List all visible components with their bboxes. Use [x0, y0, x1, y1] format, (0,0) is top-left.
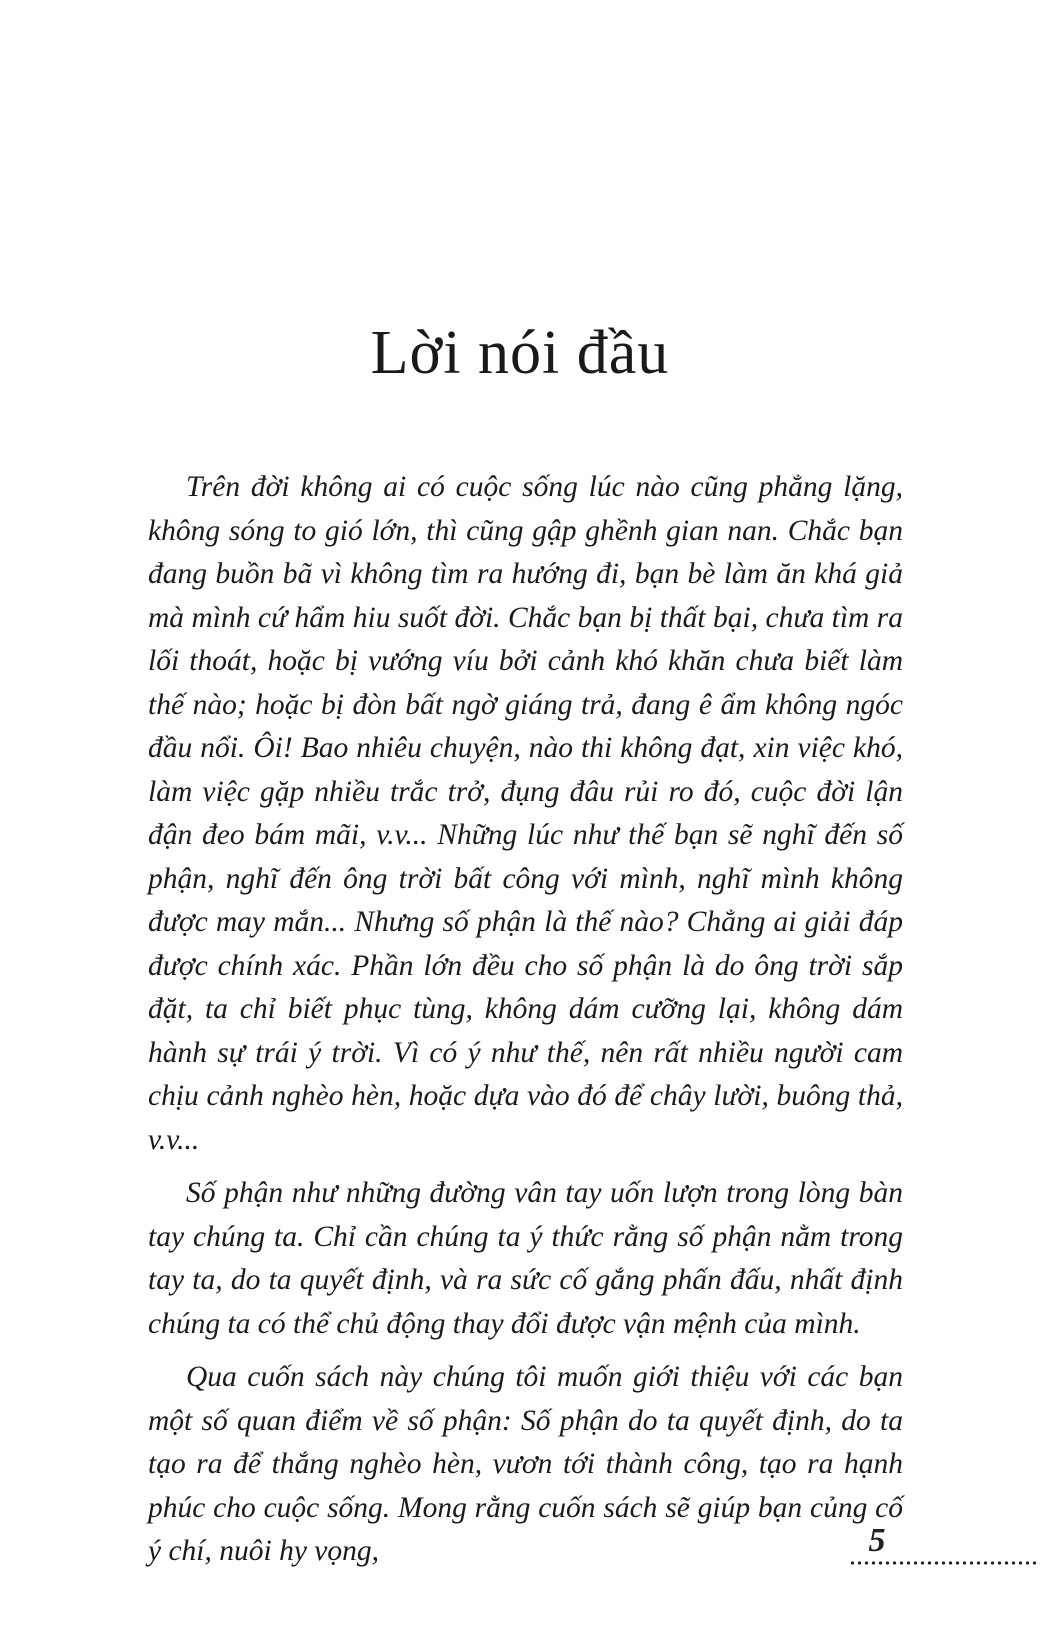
- page-footer: [857, 1522, 1040, 1582]
- dot-leader-divider: [849, 1560, 1040, 1566]
- paragraph-2: Số phận như những đường vân tay uốn lượn trong lòng bàn tay chúng ta. Chỉ cần chúng ta ý thức rằng số phận nằm trong tay ta, do ta quyết định, và ra sức cố gắng phấn đấu, nhất định chúng ta có thể chủ động thay đổi được vận mệnh của mình.: [148, 1177, 903, 1340]
- paragraph-1: Trên đời không ai có cuộc sống lúc nào cũng phẳng lặng, không sóng to gió lớn, thì cũng gập ghềnh gian nan. Chắc bạn đang buồn bã vì không tìm ra hướng đi, bạn bè làm ăn khá giả mà mình cứ hẩm hiu suốt đời. Chắc bạn bị thất bại, chưa tìm ra lối thoát, hoặc bị vướng víu bởi cảnh khó khăn chưa biết làm thế nào; hoặc bị đòn bất ngờ giáng trả, đang ê ẩm không ngóc đầu nổi. Ôi! Bao nhiêu chuyện, nào thi không đạt, xin việc khó, làm việc gặp nhiều trắc trở, đụng đâu rủi ro đó, cuộc đời lận đận đeo bám mãi, v.v... Những lúc như thế bạn sẽ nghĩ đến số phận, nghĩ đến ông trời bất công với mình, nghĩ mình không được may mắn... Nhưng số phận là thế nào? Chẳng ai giải đáp được chính xác. Phần lớn đều cho số phận là do ông trời sắp đặt, ta chỉ biết phục tùng, không dám cưỡng lại, không dám hành sự trái ý trời. Vì có ý như thế, nên rất nhiều người cam chịu cảnh nghèo hèn, hoặc dựa vào đó để chây lười, buông thả, v.v...: [148, 471, 903, 1156]
- page-title: Lời nói đầu: [370, 319, 670, 387]
- paragraph-3: Qua cuốn sách này chúng tôi muốn giới thiệu với các bạn một số quan điểm về số phận: Số phận do ta quyết định, do ta tạo ra để thắng nghèo hèn, vươn tới thành công, tạo ra hạnh phúc cho cuộc sống. Mong rằng cuốn sách sẽ giúp bạn củng cố ý chí, nuôi hy vọng,: [148, 1361, 903, 1567]
- page-number: 5: [868, 1522, 886, 1559]
- body-text: [148, 466, 903, 1584]
